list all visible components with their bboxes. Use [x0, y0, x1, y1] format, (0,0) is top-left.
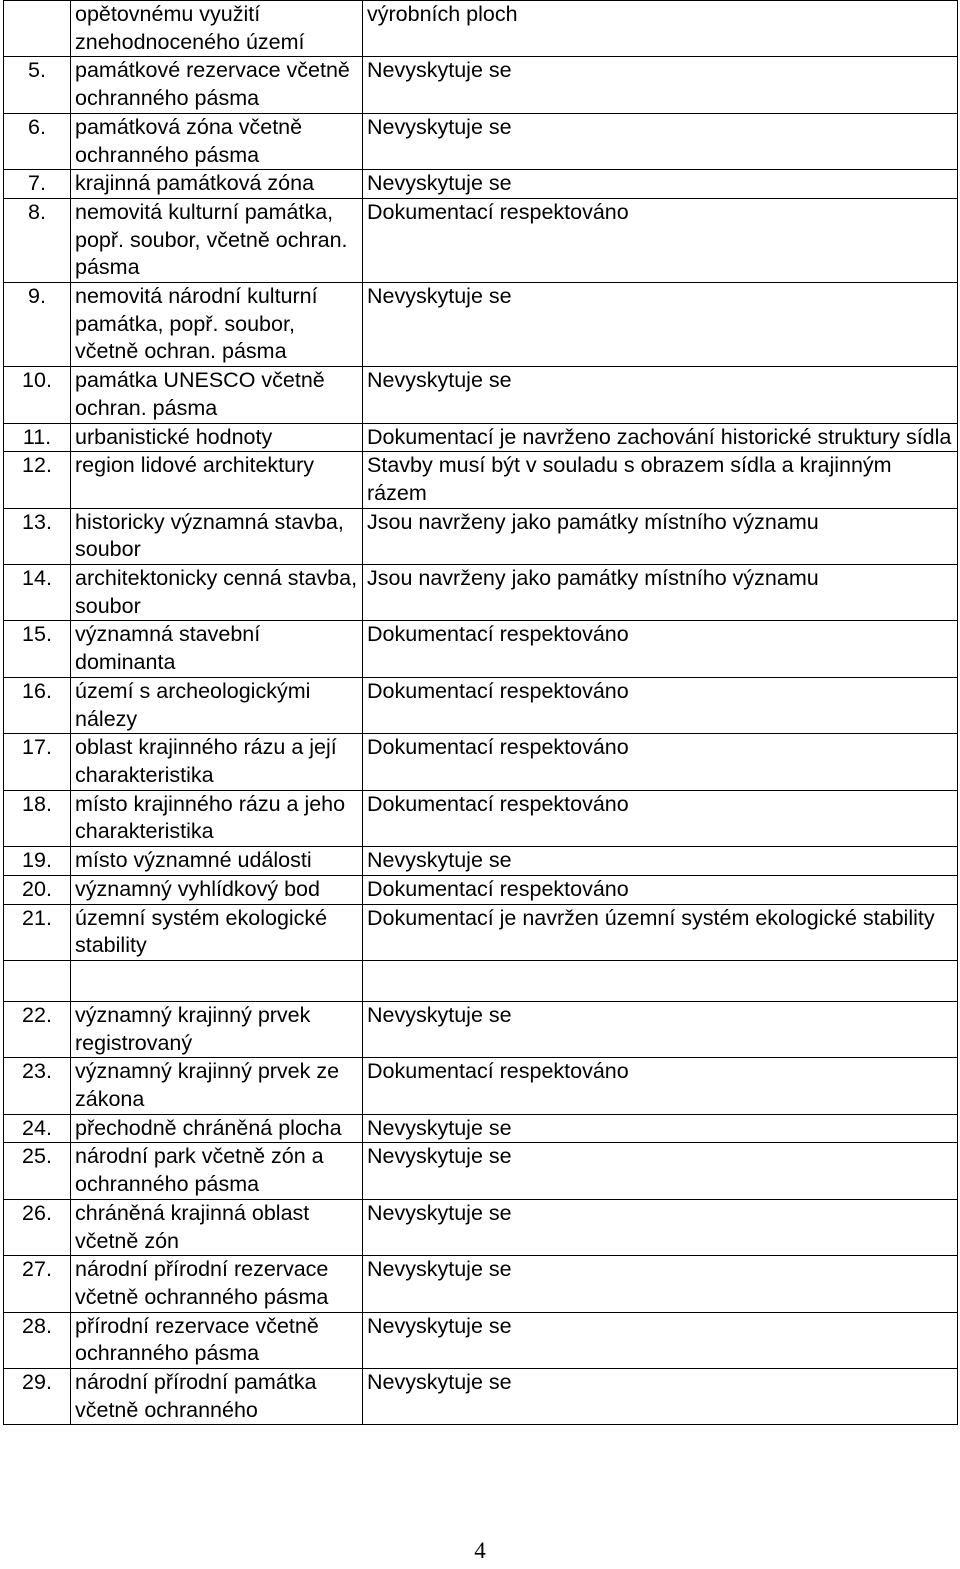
- row-number: 11.: [4, 423, 71, 452]
- row-label: chráněná krajinná oblast včetně zón: [71, 1199, 363, 1255]
- table-row: [4, 423, 958, 452]
- row-number: [4, 1, 71, 57]
- row-number: 25.: [4, 1143, 71, 1199]
- table-row: [4, 452, 958, 508]
- row-value: Nevyskytuje se: [363, 1001, 958, 1057]
- row-number: 28.: [4, 1312, 71, 1368]
- row-value: Jsou navrženy jako památky místního významu: [363, 565, 958, 621]
- table-row: [4, 1256, 958, 1312]
- row-value: Dokumentací respektováno: [363, 621, 958, 677]
- row-label: národní park včetně zón a ochranného pásma: [71, 1143, 363, 1199]
- row-label: územní systém ekologické stability: [71, 904, 363, 960]
- table-row: [4, 847, 958, 876]
- row-number: 12.: [4, 452, 71, 508]
- table-row: [4, 170, 958, 199]
- row-label: nemovitá národní kulturní památka, popř. soubor, včetně ochran. pásma: [71, 283, 363, 367]
- row-number: 7.: [4, 170, 71, 199]
- row-label: krajinná památková zóna: [71, 170, 363, 199]
- row-value: Dokumentací respektováno: [363, 790, 958, 846]
- row-value: Nevyskytuje se: [363, 1369, 958, 1425]
- row-value: Nevyskytuje se: [363, 57, 958, 113]
- table-row: [4, 1001, 958, 1057]
- table-row: [4, 565, 958, 621]
- table-row: [4, 198, 958, 282]
- row-value: Dokumentací respektováno: [363, 734, 958, 790]
- row-value: Stavby musí být v souladu s obrazem sídla a krajinným rázem: [363, 452, 958, 508]
- spacer-cell: [71, 960, 363, 1001]
- row-value: Jsou navrženy jako památky místního významu: [363, 508, 958, 564]
- row-label: nemovitá kulturní památka, popř. soubor, včetně ochran. pásma: [71, 198, 363, 282]
- row-number: 24.: [4, 1114, 71, 1143]
- row-label: významný krajinný prvek registrovaný: [71, 1001, 363, 1057]
- row-label: oblast krajinného rázu a její charakteristika: [71, 734, 363, 790]
- table-body: [4, 1, 958, 1425]
- row-number: 14.: [4, 565, 71, 621]
- spacer-cell: [4, 960, 71, 1001]
- row-number: 6.: [4, 113, 71, 169]
- table-row: [4, 875, 958, 904]
- row-value: Nevyskytuje se: [363, 1143, 958, 1199]
- table-row: [4, 113, 958, 169]
- row-number: 13.: [4, 508, 71, 564]
- row-value: Dokumentací je navržen územní systém ekologické stability: [363, 904, 958, 960]
- row-number: 5.: [4, 57, 71, 113]
- row-number: 15.: [4, 621, 71, 677]
- row-label: přírodní rezervace včetně ochranného pásma: [71, 1312, 363, 1368]
- table-row: [4, 1369, 958, 1425]
- row-value: Dokumentací respektováno: [363, 677, 958, 733]
- row-label: opětovnému využití znehodnoceného území: [71, 1, 363, 57]
- table-row: [4, 1199, 958, 1255]
- row-value: Nevyskytuje se: [363, 847, 958, 876]
- row-label: urbanistické hodnoty: [71, 423, 363, 452]
- table-row: [4, 1058, 958, 1114]
- row-value: Nevyskytuje se: [363, 367, 958, 423]
- row-number: 22.: [4, 1001, 71, 1057]
- row-number: 10.: [4, 367, 71, 423]
- page-number: 4: [474, 1538, 486, 1563]
- row-label: přechodně chráněná plocha: [71, 1114, 363, 1143]
- row-label: místo krajinného rázu a jeho charakteristika: [71, 790, 363, 846]
- table-row: [4, 904, 958, 960]
- row-value: Dokumentací respektováno: [363, 875, 958, 904]
- row-label: významný krajinný prvek ze zákona: [71, 1058, 363, 1114]
- row-number: 21.: [4, 904, 71, 960]
- row-label: architektonicky cenná stavba, soubor: [71, 565, 363, 621]
- row-number: 9.: [4, 283, 71, 367]
- table-row: [4, 734, 958, 790]
- table-row: [4, 1143, 958, 1199]
- row-label: významný vyhlídkový bod: [71, 875, 363, 904]
- row-value: Dokumentací respektováno: [363, 1058, 958, 1114]
- spacer-cell: [363, 960, 958, 1001]
- row-value: Nevyskytuje se: [363, 1256, 958, 1312]
- row-value: Nevyskytuje se: [363, 170, 958, 199]
- table-row: [4, 1114, 958, 1143]
- row-number: 17.: [4, 734, 71, 790]
- row-value: Dokumentací je navrženo zachování historické struktury sídla: [363, 423, 958, 452]
- row-value: Nevyskytuje se: [363, 1312, 958, 1368]
- table-row: [4, 367, 958, 423]
- row-value: Nevyskytuje se: [363, 1199, 958, 1255]
- row-label: národní přírodní památka včetně ochranného: [71, 1369, 363, 1425]
- table-row: [4, 621, 958, 677]
- row-value: výrobních ploch: [363, 1, 958, 57]
- table-row: [4, 283, 958, 367]
- row-number: 20.: [4, 875, 71, 904]
- row-label: místo významné události: [71, 847, 363, 876]
- row-number: 18.: [4, 790, 71, 846]
- row-value: Nevyskytuje se: [363, 1114, 958, 1143]
- row-value: Nevyskytuje se: [363, 113, 958, 169]
- row-label: území s archeologickými nálezy: [71, 677, 363, 733]
- table-row: [4, 57, 958, 113]
- row-label: region lidové architektury: [71, 452, 363, 508]
- row-label: významná stavební dominanta: [71, 621, 363, 677]
- row-label: historicky významná stavba, soubor: [71, 508, 363, 564]
- table-row: [4, 790, 958, 846]
- row-label: památka UNESCO včetně ochran. pásma: [71, 367, 363, 423]
- table-row: [4, 677, 958, 733]
- limits-table: [3, 0, 958, 1425]
- row-number: 26.: [4, 1199, 71, 1255]
- row-number: 16.: [4, 677, 71, 733]
- row-number: 19.: [4, 847, 71, 876]
- row-label: památkové rezervace včetně ochranného pásma: [71, 57, 363, 113]
- table-row: [4, 1, 958, 57]
- table-row: [4, 1312, 958, 1368]
- table-row: [4, 508, 958, 564]
- row-number: 23.: [4, 1058, 71, 1114]
- row-value: Dokumentací respektováno: [363, 198, 958, 282]
- row-label: národní přírodní rezervace včetně ochranného pásma: [71, 1256, 363, 1312]
- row-number: 8.: [4, 198, 71, 282]
- row-number: 27.: [4, 1256, 71, 1312]
- row-label: památková zóna včetně ochranného pásma: [71, 113, 363, 169]
- table-spacer-row: [4, 960, 958, 1001]
- row-value: Nevyskytuje se: [363, 283, 958, 367]
- row-number: 29.: [4, 1369, 71, 1425]
